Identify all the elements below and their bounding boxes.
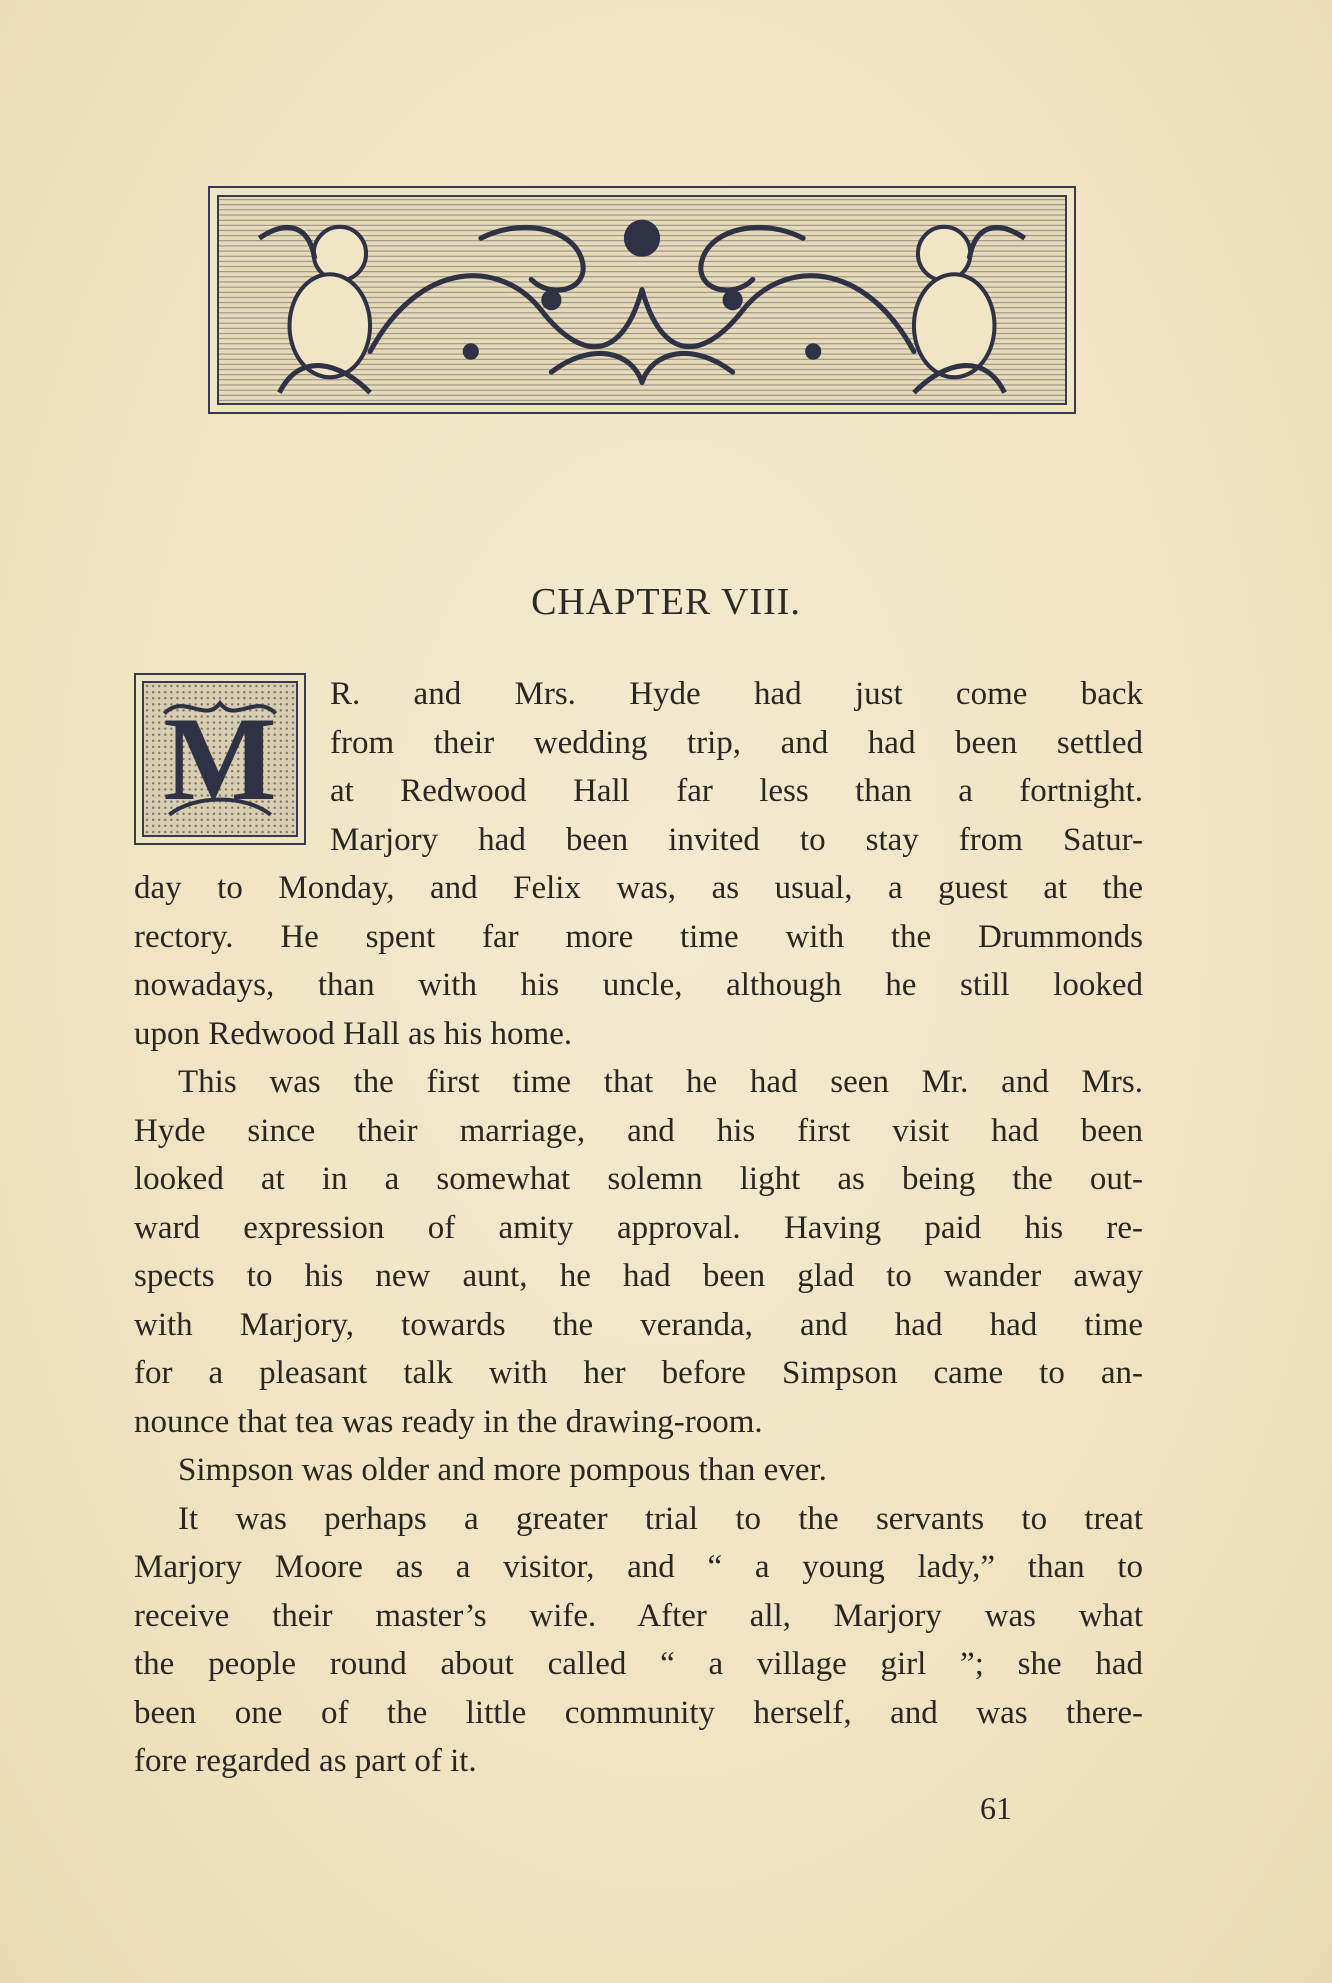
scrollwork-icon xyxy=(219,197,1065,403)
drop-cap-initial xyxy=(134,673,306,845)
text-line: Simpson was older and more pompous than ever. xyxy=(178,1452,827,1488)
text-line: nounce that tea was ready in the drawing-room. xyxy=(134,1403,763,1440)
text-line: for a pleasant talk with her before Simpson came to an- xyxy=(134,1355,1143,1391)
page-number: 61 xyxy=(980,1790,1012,1826)
text-line: at Redwood Hall far less than a fortnight. xyxy=(330,773,1143,809)
text-line: R. and Mrs. Hyde had just come back xyxy=(330,676,1143,712)
chapter-title: CHAPTER VIII. xyxy=(531,581,801,623)
text-line: This was the first time that he had seen Mr. and Mrs. xyxy=(178,1064,1143,1100)
text-line: looked at in a somewhat solemn light as being the out- xyxy=(134,1161,1143,1197)
drop-cap-letter: M xyxy=(163,692,277,825)
text-line: Marjory Moore as a visitor, and “ a young lady,” than to xyxy=(134,1549,1143,1585)
text-line: nowadays, than with his uncle, although he still looked xyxy=(134,967,1143,1003)
text-line: ward expression of amity approval. Having paid his re- xyxy=(134,1209,1143,1246)
text-line: the people round about called “ a village girl ”; she had xyxy=(134,1646,1143,1682)
text-line: from their wedding trip, and had been settled xyxy=(330,724,1143,761)
ornamental-headpiece-icon xyxy=(208,186,1076,414)
text-line: fore regarded as part of it. xyxy=(134,1743,477,1779)
body-text xyxy=(134,864,1143,1786)
text-line: rectory. He spent far more time with the Drummonds xyxy=(134,918,1143,955)
text-line: spects to his new aunt, he had been glad to wander away xyxy=(134,1258,1143,1294)
text-line: Hyde since their marriage, and his first visit had been xyxy=(134,1112,1143,1149)
text-line: It was perhaps a greater trial to the servants to treat xyxy=(178,1500,1143,1537)
text-line: receive their master’s wife. After all, Marjory was what xyxy=(134,1597,1143,1634)
opening-paragraph-lines xyxy=(330,670,1143,864)
text-line: with Marjory, towards the veranda, and had had time xyxy=(134,1306,1143,1343)
text-line: Marjory had been invited to stay from Satur- xyxy=(330,821,1143,858)
text-line: day to Monday, and Felix was, as usual, a guest at the xyxy=(134,870,1143,906)
text-line: upon Redwood Hall as his home. xyxy=(134,1015,573,1052)
text-line: been one of the little community herself, and was there- xyxy=(134,1694,1143,1731)
